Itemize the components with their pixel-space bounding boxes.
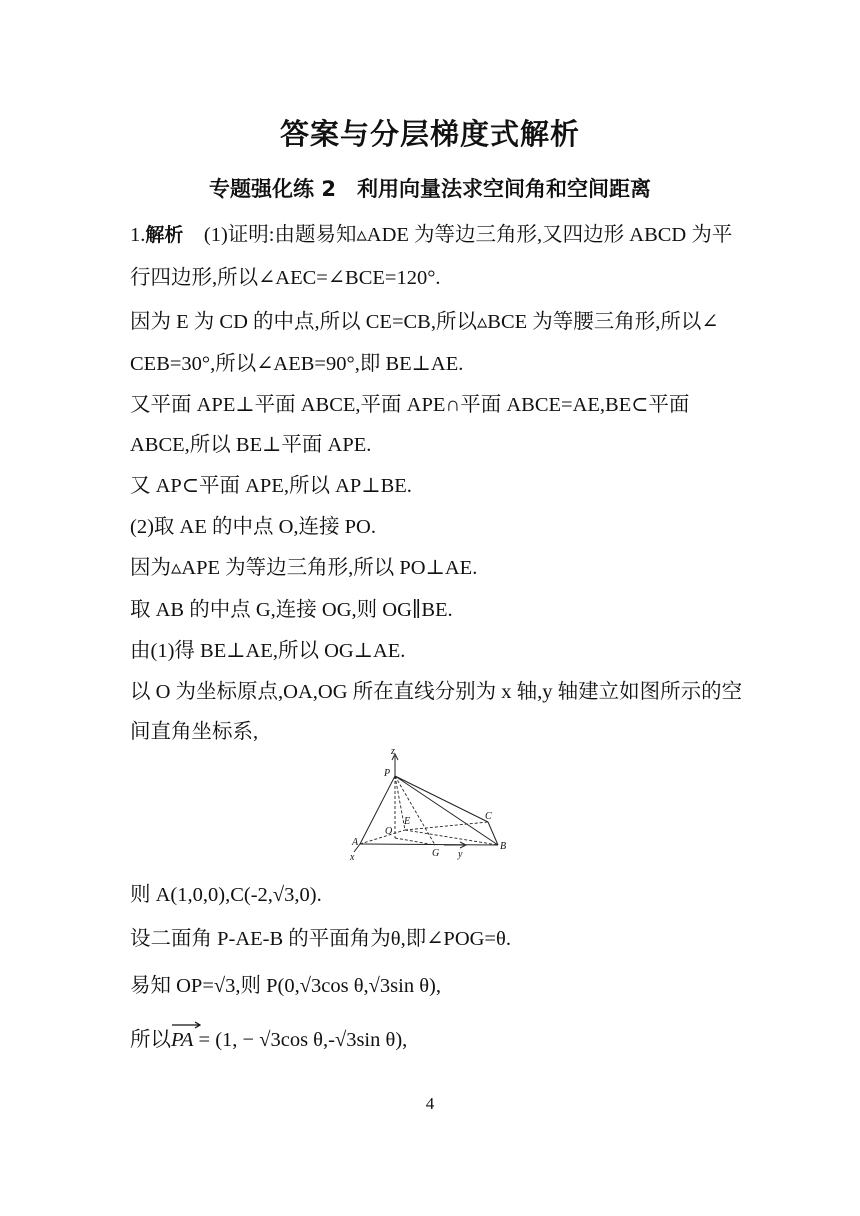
line17-prefix: 所以 bbox=[130, 1029, 171, 1051]
label-z: z bbox=[391, 746, 395, 757]
line17-rest: = (1, − √3cos θ,-√3sin θ), bbox=[193, 1029, 408, 1051]
dashed-EB bbox=[405, 830, 498, 845]
edge-PB bbox=[395, 776, 498, 845]
solution-line-4: CEB=30°,所以∠AEB=90°,即 BE⊥AE. bbox=[130, 353, 464, 375]
solution-line-2: 行四边形,所以∠AEC=∠BCE=120°. bbox=[130, 267, 441, 289]
solution-line-9: 因为▵APE 为等边三角形,所以 PO⊥AE. bbox=[130, 557, 478, 579]
label-C: C bbox=[485, 811, 492, 822]
solution-line-15: 设二面角 P-AE-B 的平面角为θ,即∠POG=θ. bbox=[130, 928, 511, 950]
solution-line-3: 因为 E 为 CD 的中点,所以 CE=CB,所以▵BCE 为等腰三角形,所以∠ bbox=[130, 311, 719, 333]
solution-line-10: 取 AB 的中点 G,连接 OG,则 OG∥BE. bbox=[130, 599, 453, 621]
solution-line-12: 以 O 为坐标原点,OA,OG 所在直线分别为 x 轴,y 轴建立如图所示的空 bbox=[130, 681, 743, 703]
solution-line-17 bbox=[130, 1027, 407, 1053]
label-O: O bbox=[385, 826, 393, 837]
problem-number: 1. bbox=[130, 224, 146, 246]
section-subtitle: 专题强化练 2 利用向量法求空间角和空间距离 bbox=[209, 177, 651, 201]
page-number: 4 bbox=[425, 1094, 435, 1113]
page-title: 答案与分层梯度式解析 bbox=[279, 117, 580, 151]
solution-line-16: 易知 OP=√3,则 P(0,√3cos θ,√3sin θ), bbox=[130, 975, 441, 997]
solution-line-8: (2)取 AE 的中点 O,连接 PO. bbox=[130, 516, 376, 538]
solution-label: 解析 bbox=[145, 224, 184, 246]
label-y: y bbox=[458, 849, 463, 860]
label-B: B bbox=[500, 841, 507, 852]
label-G: G bbox=[432, 848, 440, 859]
label-A: A bbox=[352, 837, 359, 848]
dashed-EC bbox=[405, 822, 488, 830]
vector-arrow-icon bbox=[171, 1021, 201, 1029]
solution-text: (1)证明:由题易知▵ADE 为等边三角形,又四边形 ABCD 为平 bbox=[203, 224, 733, 246]
label-P: P bbox=[384, 768, 391, 779]
vector-label: PA bbox=[171, 1029, 194, 1051]
solution-line-14: 则 A(1,0,0),C(-2,√3,0). bbox=[130, 884, 322, 906]
solution-line-11: 由(1)得 BE⊥AE,所以 OG⊥AE. bbox=[130, 640, 406, 662]
solution-line-1 bbox=[130, 222, 732, 248]
solution-line-6: ABCE,所以 BE⊥平面 APE. bbox=[130, 434, 372, 456]
solution-line-7: 又 AP⊂平面 APE,所以 AP⊥BE. bbox=[130, 475, 412, 497]
label-x: x bbox=[350, 852, 355, 863]
dashed-AE bbox=[360, 830, 405, 844]
solution-line-13: 间直角坐标系, bbox=[130, 721, 259, 743]
solution-line-5: 又平面 APE⊥平面 ABCE,平面 APE∩平面 ABCE=AE,BE⊂平面 bbox=[130, 394, 690, 416]
coordinate-figure bbox=[340, 744, 520, 864]
edge-AB bbox=[360, 844, 498, 845]
label-E: E bbox=[404, 816, 411, 827]
vector-PA bbox=[171, 1027, 193, 1053]
